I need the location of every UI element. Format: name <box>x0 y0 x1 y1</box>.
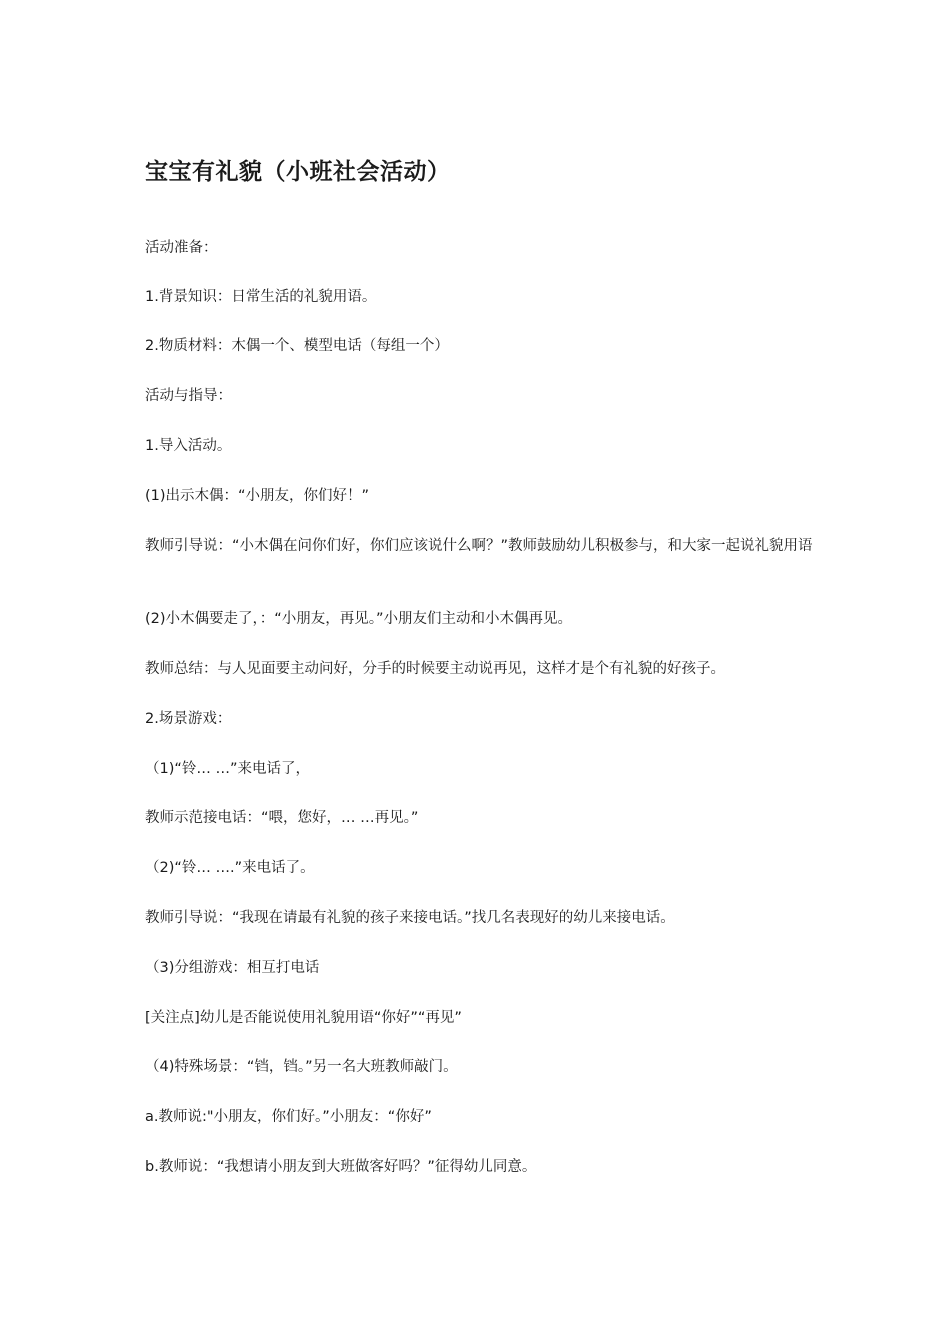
paragraph-scene-game: 2.场景游戏： <box>145 711 232 727</box>
paragraph-show-puppet: (1)出示木偶：“小朋友，你们好！” <box>145 488 370 504</box>
paragraph-teacher-says-a: a.教师说:"小朋友，你们好。”小朋友：“你好” <box>145 1109 432 1125</box>
paragraph-teacher-demo: 教师示范接电话：“喂，您好，… …再见。” <box>145 810 419 826</box>
paragraph-teacher-summary: 教师总结：与人见面要主动问好，分手的时候要主动说再见，这样才是个有礼貌的好孩子。 <box>145 661 725 677</box>
paragraph-activity-guidance: 活动与指导： <box>145 388 232 404</box>
paragraph-materials: 2.物质材料：木偶一个、模型电话（每组一个） <box>145 338 449 354</box>
paragraph-special-scene: （4)特殊场景：“铛，铛。”另一名大班教师敲门。 <box>145 1059 458 1075</box>
paragraph-teacher-guide-1: 教师引导说：“小木偶在问你们好，你们应该说什么啊？”教师鼓励幼儿积极参与，和大家一起说礼貌用语 <box>145 538 813 554</box>
paragraph-phone-ring-1: （1)“铃… …”来电话了， <box>145 761 311 777</box>
paragraph-puppet-leaving: (2)小木偶要走了，：“小朋友，再见。”小朋友们主动和小木偶再见。 <box>145 611 573 627</box>
paragraph-focus-point: [关注点]幼儿是否能说使用礼貌用语“你好”“再见” <box>145 1010 462 1026</box>
paragraph-teacher-guide-2: 教师引导说：“我现在请最有礼貌的孩子来接电话。”找几名表现好的幼儿来接电话。 <box>145 910 675 926</box>
paragraph-intro-activity: 1.导入活动。 <box>145 438 232 454</box>
paragraph-background-knowledge: 1.背景知识：日常生活的礼貌用语。 <box>145 289 377 305</box>
paragraph-group-game: （3)分组游戏：相互打电话 <box>145 960 320 976</box>
document-title: 宝宝有礼貌（小班社会活动） <box>145 159 451 185</box>
paragraph-phone-ring-2: （2)“铃… ….”来电话了。 <box>145 860 315 876</box>
paragraph-teacher-says-b: b.教师说：“我想请小朋友到大班做客好吗？”征得幼儿同意。 <box>145 1159 537 1175</box>
paragraph-activity-prep: 活动准备： <box>145 240 218 256</box>
